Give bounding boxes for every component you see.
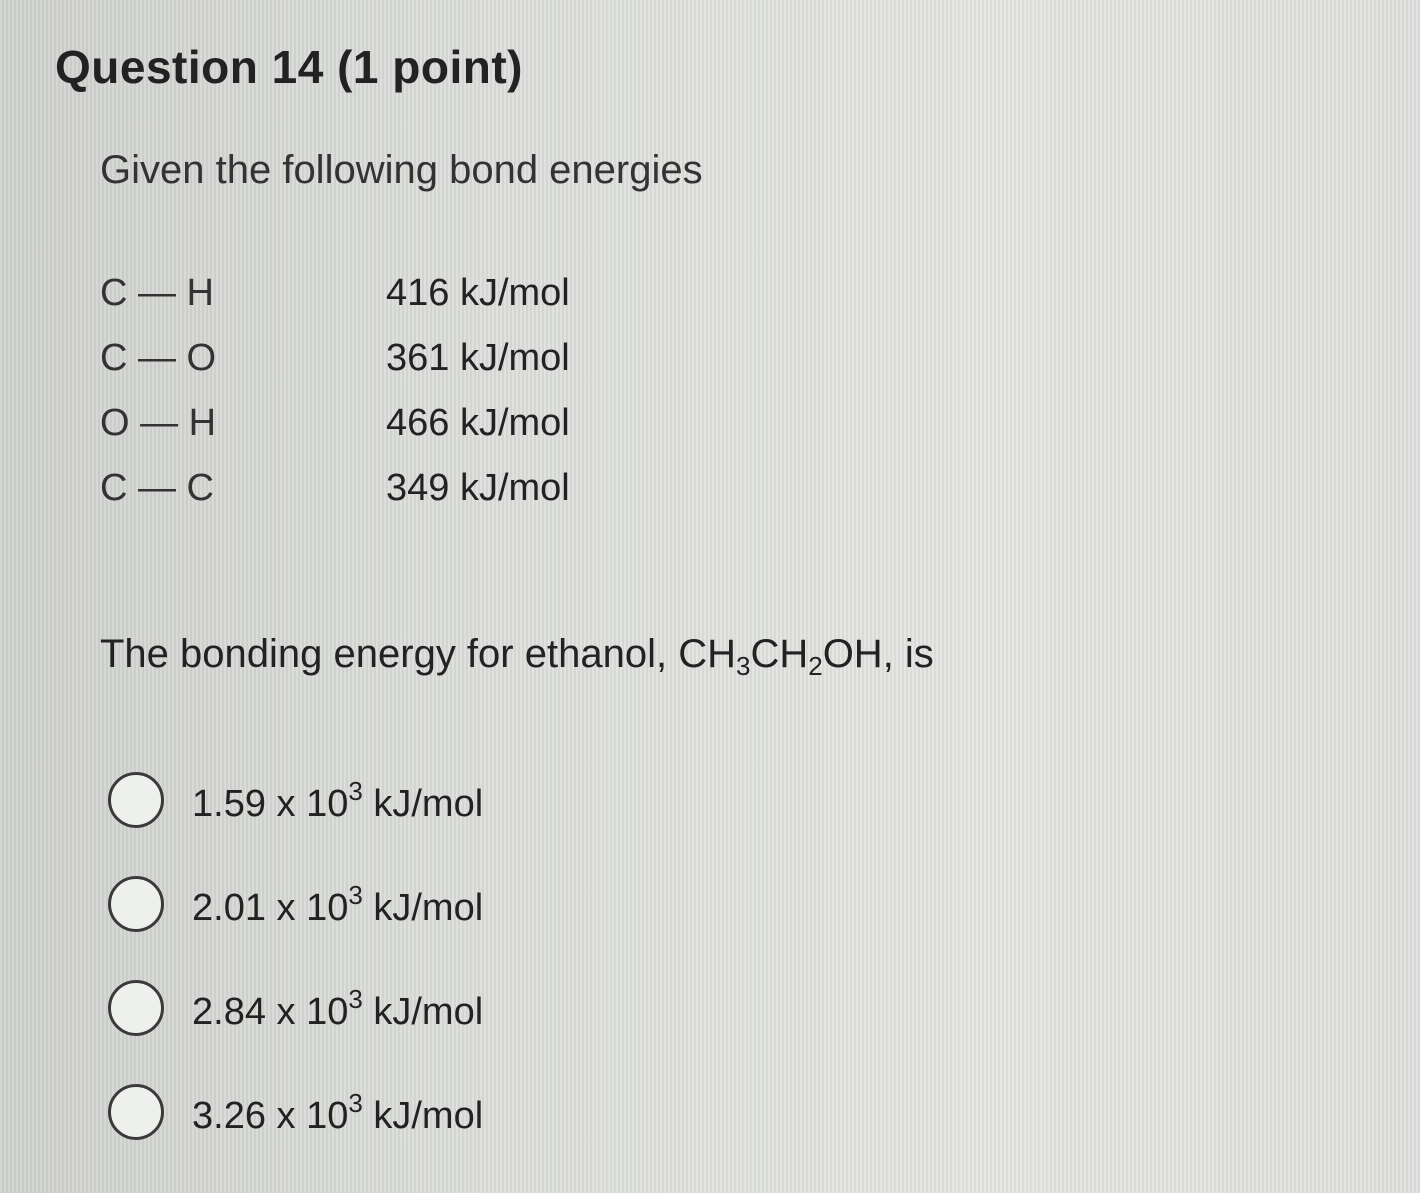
bond-row bbox=[100, 402, 660, 467]
formula-part: CH bbox=[678, 632, 736, 676]
answer-option-label[interactable] bbox=[192, 984, 483, 1034]
bond-row bbox=[100, 337, 660, 402]
bond-name: C — O bbox=[100, 337, 217, 379]
radio-button[interactable] bbox=[108, 1084, 164, 1140]
bond-row bbox=[100, 272, 660, 337]
option-unit: kJ/mol bbox=[362, 887, 484, 929]
bond-value: 416 kJ/mol bbox=[386, 272, 570, 314]
question-title: Question 14 (1 point) bbox=[55, 41, 523, 93]
answer-option-2[interactable] bbox=[108, 874, 628, 978]
radio-button[interactable] bbox=[108, 980, 164, 1036]
prompt-text: The bonding energy for ethanol, bbox=[100, 632, 679, 676]
answer-option-label[interactable] bbox=[192, 776, 483, 826]
option-exponent: 3 bbox=[348, 984, 363, 1014]
formula-subscript: 3 bbox=[735, 651, 751, 681]
formula-part: CH bbox=[750, 632, 809, 676]
option-unit: kJ/mol bbox=[362, 783, 484, 825]
bond-value: 466 kJ/mol bbox=[386, 402, 570, 444]
option-mantissa: 1.59 x 10 bbox=[192, 783, 349, 825]
bond-name: C — C bbox=[100, 467, 214, 509]
answer-option-label[interactable] bbox=[192, 880, 483, 930]
radio-button[interactable] bbox=[108, 876, 164, 932]
bond-row bbox=[100, 467, 660, 532]
option-mantissa: 2.84 x 10 bbox=[192, 991, 349, 1033]
question-intro: Given the following bond energies bbox=[100, 148, 703, 192]
option-exponent: 3 bbox=[348, 880, 363, 910]
option-mantissa: 2.01 x 10 bbox=[192, 887, 349, 929]
option-exponent: 3 bbox=[348, 776, 363, 806]
prompt-text-end: , is bbox=[882, 632, 934, 676]
formula-subscript: 2 bbox=[808, 651, 823, 681]
bond-value: 361 kJ/mol bbox=[386, 337, 570, 379]
ethanol-formula bbox=[678, 632, 883, 681]
bond-energy-table bbox=[100, 272, 660, 532]
answer-options bbox=[108, 770, 628, 1186]
option-unit: kJ/mol bbox=[362, 1095, 484, 1137]
option-mantissa: 3.26 x 10 bbox=[192, 1095, 349, 1137]
answer-option-label[interactable] bbox=[192, 1088, 483, 1138]
radio-button[interactable] bbox=[108, 772, 164, 828]
answer-option-3[interactable] bbox=[108, 978, 628, 1082]
bond-value: 349 kJ/mol bbox=[386, 467, 570, 509]
formula-part: OH bbox=[822, 632, 883, 676]
option-unit: kJ/mol bbox=[362, 991, 484, 1033]
bond-name: O — H bbox=[100, 402, 217, 444]
answer-option-4[interactable] bbox=[108, 1082, 628, 1186]
answer-option-1[interactable] bbox=[108, 770, 628, 874]
option-exponent: 3 bbox=[348, 1088, 363, 1118]
bond-name: C — H bbox=[100, 272, 214, 314]
question-prompt bbox=[100, 632, 934, 682]
